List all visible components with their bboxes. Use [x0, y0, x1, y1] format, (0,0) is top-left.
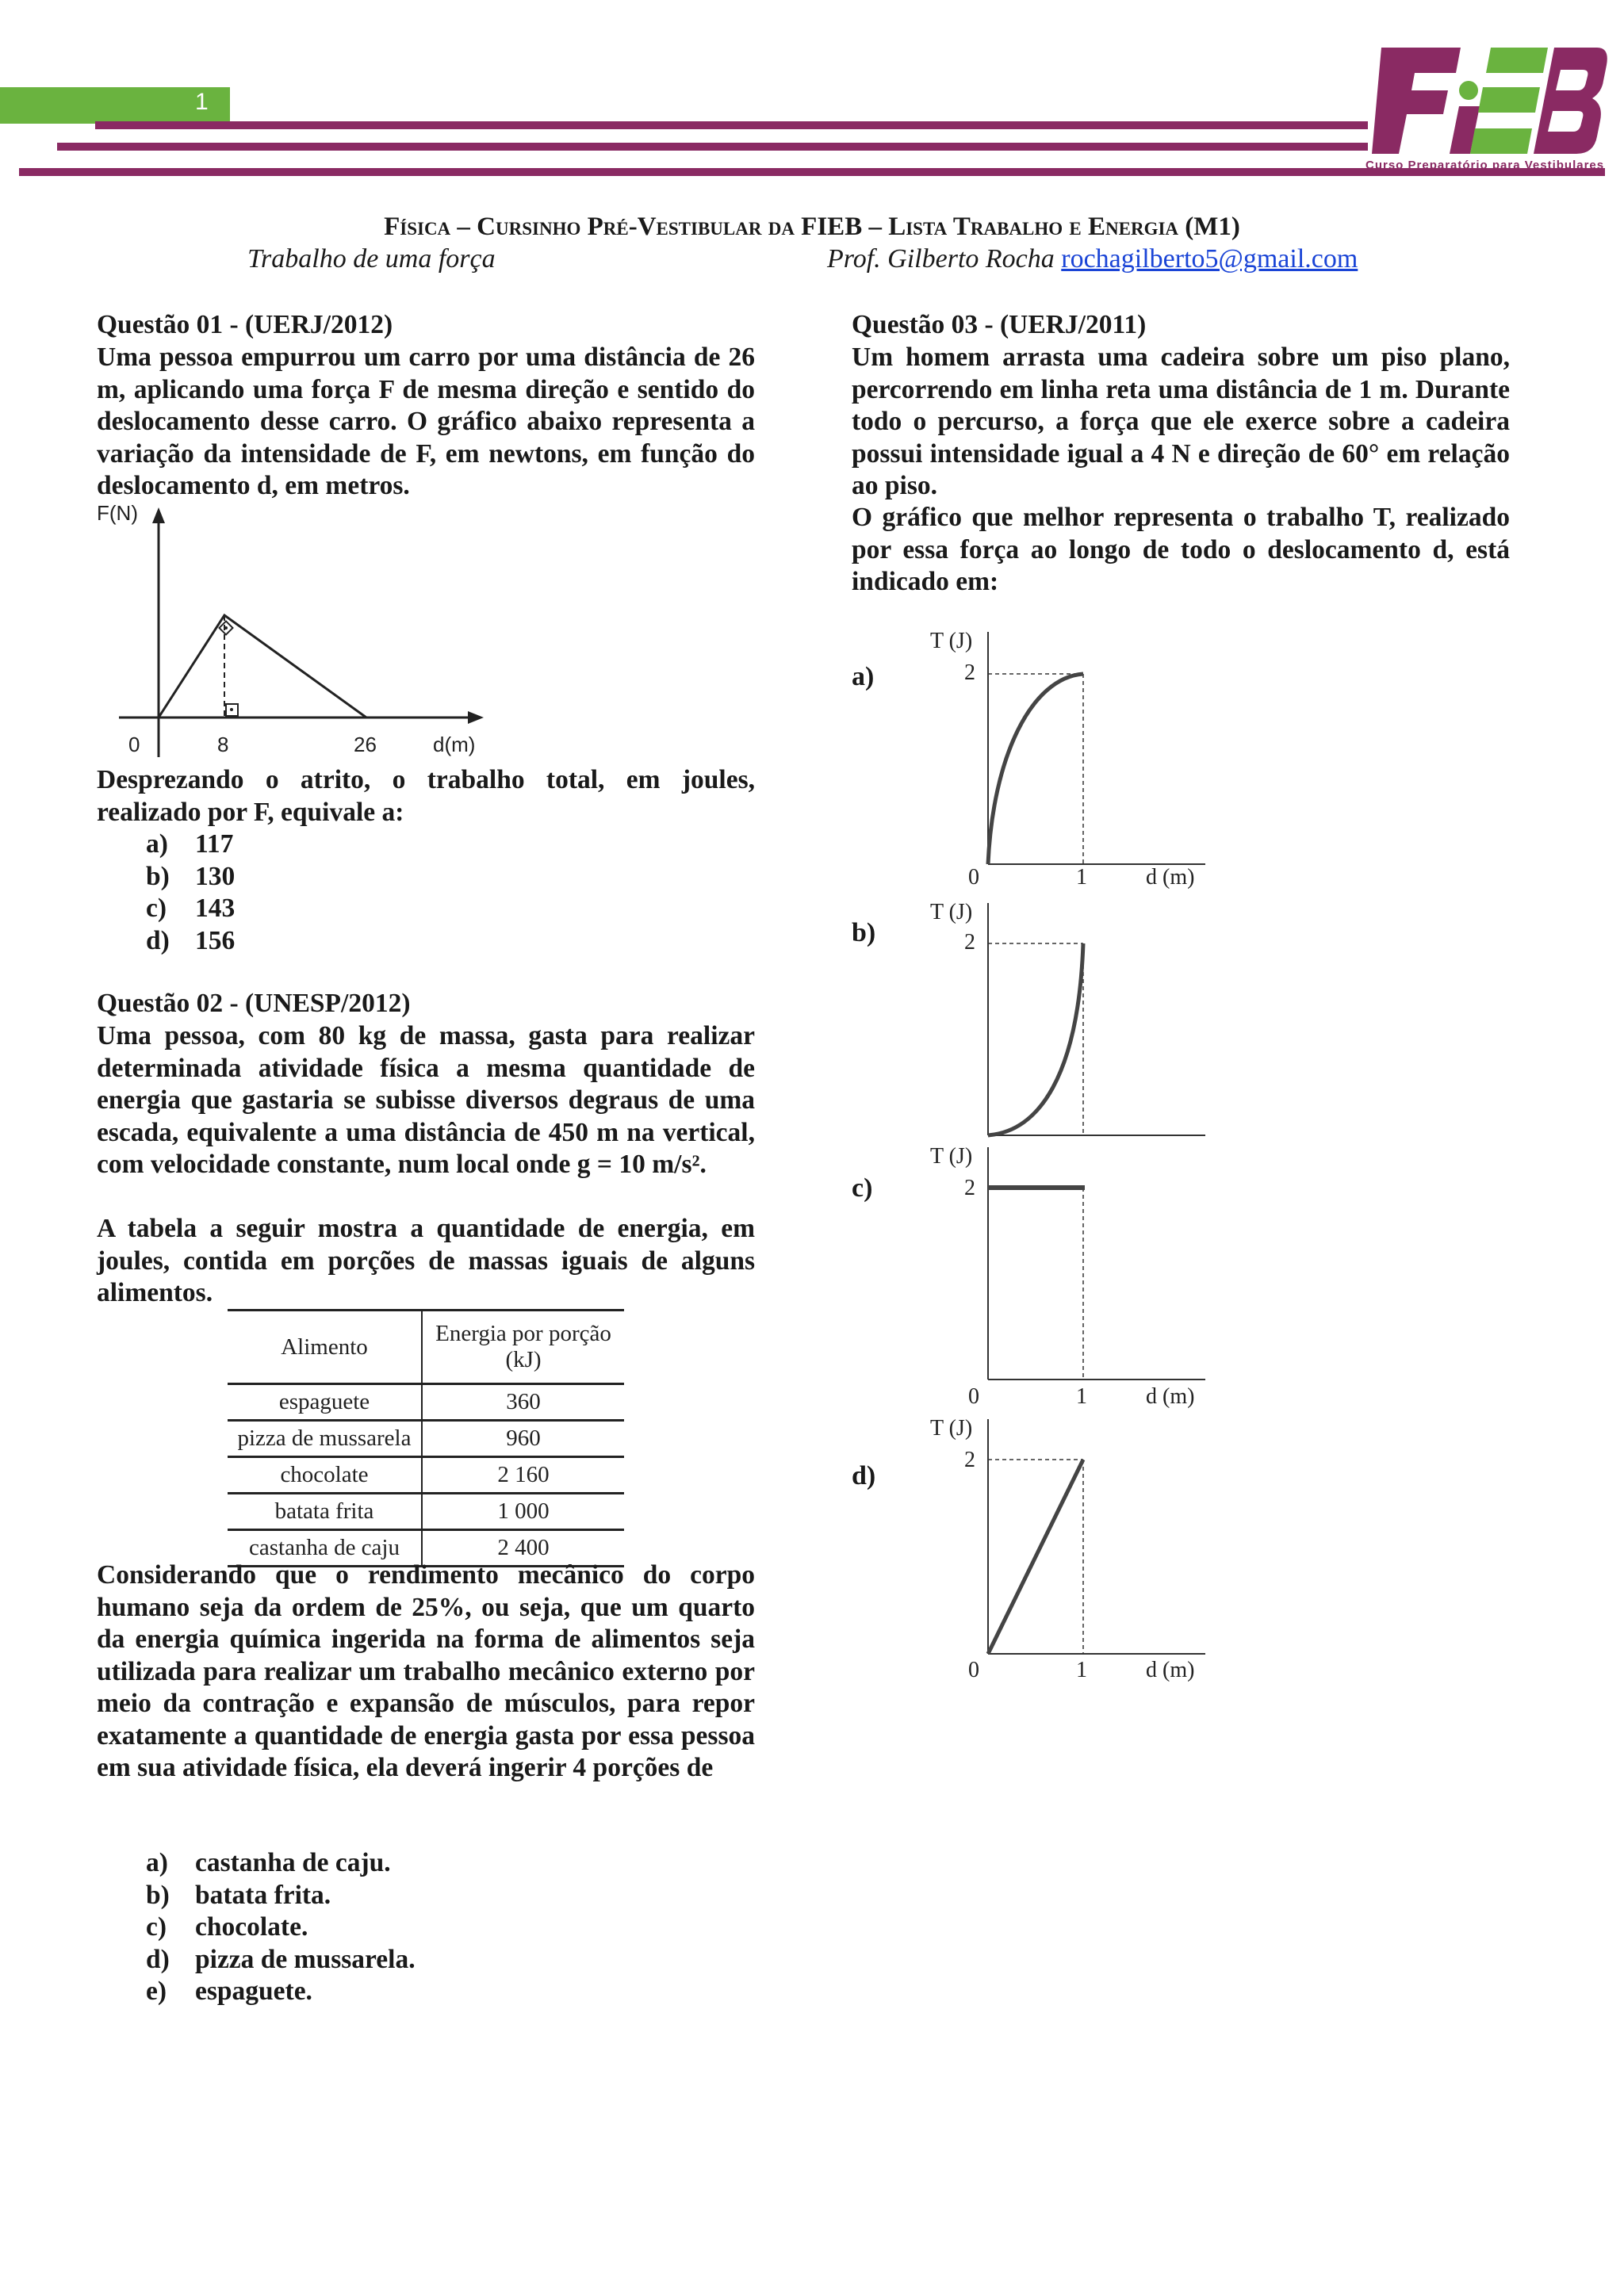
header-stripe [57, 143, 1368, 151]
q2-option-c[interactable]: c) chocolate. [146, 1912, 308, 1942]
q3-curve-d [988, 1460, 1083, 1654]
svg-text:1: 1 [1076, 1384, 1087, 1409]
q3-option-a-label[interactable]: a) [852, 662, 875, 691]
svg-text:2: 2 [964, 1448, 975, 1472]
page-number: 1 [195, 89, 209, 115]
q2-statement-2: A tabela a seguir mostra a quantidade de energia, em joules, contida em porções de massas iguais de alguns alimentos. [97, 1214, 755, 1307]
svg-text:2: 2 [964, 930, 975, 955]
q2-option-e[interactable]: e) espaguete. [146, 1976, 312, 2006]
svg-text:2: 2 [964, 1176, 975, 1200]
professor-name: Prof. Gilberto Rocha [827, 244, 1055, 274]
q1-tick-0: 0 [128, 733, 140, 756]
svg-text:d (m): d (m) [1146, 1658, 1195, 1682]
q1-tick-26: 26 [354, 733, 377, 756]
document-subtitle: Trabalho de uma força [247, 244, 496, 274]
q3-curve-b [988, 943, 1083, 1135]
q2-statement-1: Uma pessoa, com 80 kg de massa, gasta para realizar determinada atividade física a mesma quantidade de energia que gastaria se subisse diversos degraus de uma escada, equivalente a uma distância de 450 m na vertical, com velocidade constante, num local onde g = 10 m/s². [97, 1021, 755, 1179]
q2-statement-3: Considerando que o rendimento mecânico do corpo humano seja da ordem de 25%, ou seja, que um quarto da energia química ingerida na forma de alimentos seja utilizada para realizar um trabalho mecânico externo por meio da contração e expansão de músculos, para repor exatamente a quantidade de energia gasta por essa pessoa em sua atividade física, ela deverá ingerir 4 porções de [97, 1560, 755, 1782]
svg-text:T (J): T (J) [930, 1416, 973, 1441]
q2-options [146, 1847, 416, 2008]
q3-graph-a[interactable] [920, 622, 1213, 896]
table-row: castanha de caju 2 400 [228, 1530, 624, 1567]
q1-y-arrow [152, 507, 165, 523]
q3-statement-1: Um homem arrasta uma cadeira sobre um piso plano, percorrendo em linha reta uma distância de 1 m. Durante todo o percurso, a força que ele exerce sobre a cadeira possui intensidade igual a 4 N e direção de 60° em relação ao piso. [852, 342, 1510, 500]
q3-graph-b[interactable] [920, 894, 1213, 1147]
svg-text:d (m): d (m) [1146, 1384, 1195, 1409]
svg-text:0: 0 [968, 865, 979, 890]
svg-text:0: 0 [968, 1384, 979, 1409]
q1-force-curve [159, 615, 366, 718]
svg-text:T (J): T (J) [930, 1144, 973, 1169]
table-row: pizza de mussarela 960 [228, 1421, 624, 1457]
q1-option-a[interactable]: a) 117 [146, 829, 234, 859]
q1-x-label: d(m) [433, 733, 476, 756]
email-link[interactable]: rochagilberto5@gmail.com [1061, 244, 1358, 274]
q2-option-d[interactable]: d) pizza de mussarela. [146, 1944, 416, 1974]
q3-option-c-label[interactable]: c) [852, 1173, 873, 1203]
q3-graph-d[interactable] [920, 1410, 1213, 1687]
q1-question: Desprezando o atrito, o trabalho total, em joules, realizado por F, equivale a: [97, 765, 755, 827]
header-stripe [95, 121, 1368, 129]
svg-text:T (J): T (J) [930, 900, 973, 924]
svg-text:0: 0 [968, 1658, 979, 1682]
energy-table [228, 1309, 624, 1567]
q1-y-label: F(N) [97, 501, 138, 525]
document-title: Física – Cursinho Pré-Vestibular da FIEB – Lista Trabalho e Energia (M1) [384, 212, 1240, 241]
q1-heading: Questão 01 - (UERJ/2012) [97, 310, 393, 339]
table-header-food: Alimento [228, 1311, 422, 1384]
table-row: chocolate 2 160 [228, 1457, 624, 1494]
q3-option-b-label[interactable]: b) [852, 918, 876, 947]
q1-force-graph [87, 499, 500, 761]
q3-curve-a [988, 674, 1083, 864]
q2-heading: Questão 02 - (UNESP/2012) [97, 989, 411, 1018]
q1-x-arrow [468, 711, 484, 724]
q3-heading: Questão 03 - (UERJ/2011) [852, 310, 1147, 339]
svg-text:T (J): T (J) [930, 629, 973, 653]
svg-text:2: 2 [964, 660, 975, 685]
author-line [827, 244, 1358, 274]
table-row: batata frita 1 000 [228, 1494, 624, 1530]
q1-tick-8: 8 [217, 733, 229, 756]
q1-statement: Uma pessoa empurrou um carro por uma distância de 26 m, aplicando uma força F de mesma direção e sentido do deslocamento desse carro. O gráfico abaixo representa a variação da intensidade de F, em newtons, em função do deslocamento d, em metros. [97, 342, 755, 500]
q3-option-d-label[interactable]: d) [852, 1461, 876, 1490]
logo-tagline: Curso Preparatório para Vestibulares [1365, 159, 1605, 172]
table-row: espaguete 360 [228, 1384, 624, 1421]
q2-option-a[interactable]: a) castanha de caju. [146, 1848, 391, 1877]
svg-text:1: 1 [1076, 865, 1087, 890]
svg-text:d (m): d (m) [1146, 865, 1195, 890]
q1-options [146, 828, 235, 957]
q1-option-d[interactable]: d) 156 [146, 925, 236, 955]
q1-option-c[interactable]: c) 143 [146, 894, 236, 923]
table-header-energy: Energia por porção (kJ) [422, 1311, 624, 1384]
svg-text:1: 1 [1076, 1658, 1087, 1682]
q3-statement-2: O gráfico que melhor representa o trabalho T, realizado por essa força ao longo de todo o deslocamento d, está indicado em: [852, 503, 1510, 596]
q3-graph-c[interactable] [920, 1138, 1213, 1411]
q1-option-b[interactable]: b) 130 [146, 861, 236, 891]
q2-option-b[interactable]: b) batata frita. [146, 1880, 331, 1910]
